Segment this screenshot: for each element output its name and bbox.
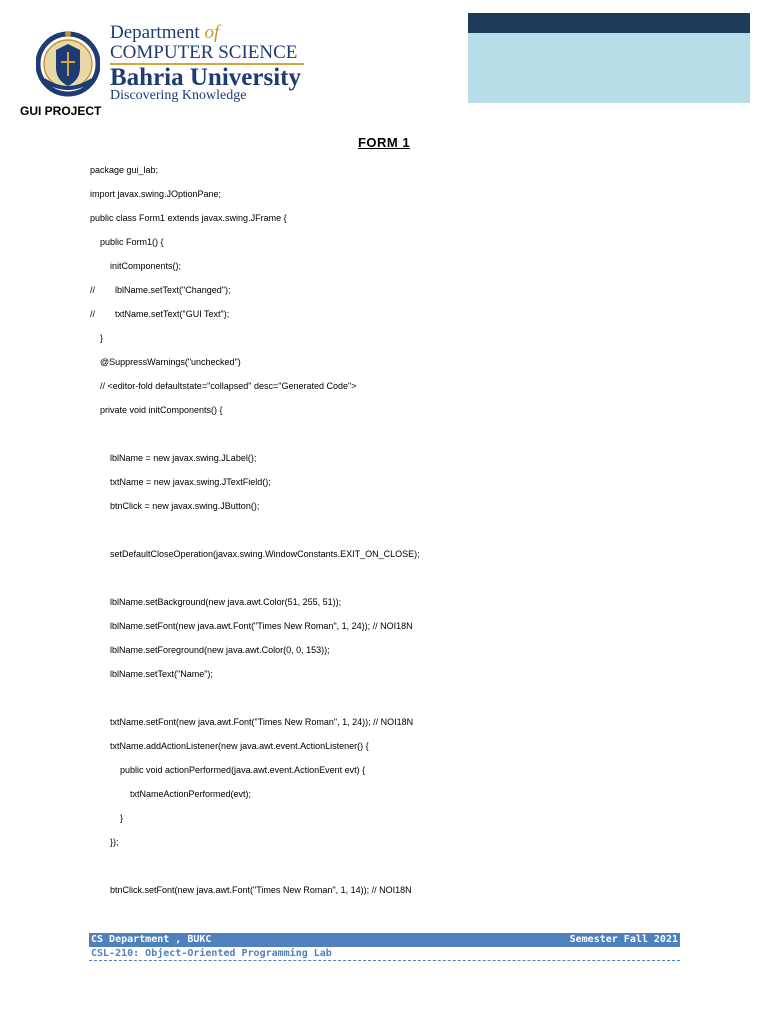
header-decoration-box [468,13,750,103]
code-line: btnClick.setFont(new java.awt.Font("Times New Roman", 1, 14)); // NOI18N [90,885,412,895]
code-line: }); [90,837,119,847]
code-line: import javax.swing.JOptionPane; [90,189,222,199]
footer-semester: Semester Fall 2021 [569,934,678,945]
code-listing [90,162,690,906]
code-line: package gui_lab; [90,165,159,175]
code-line: lblName.setBackground(new java.awt.Color(51, 255, 51)); [90,597,342,607]
university-logo [36,20,316,110]
code-line: txtName.setFont(new java.awt.Font("Times New Roman", 1, 24)); // NOI18N [90,717,414,727]
department-heading: Department of [110,22,220,43]
code-line: public void actionPerformed(java.awt.event.ActionEvent evt) { [90,765,366,775]
code-line: lblName.setFont(new java.awt.Font("Times New Roman", 1, 24)); // NOI18N [90,621,413,631]
code-line: lblName.setForeground(new java.awt.Color(0, 0, 153)); [90,645,330,655]
university-name: Bahria University [110,64,301,91]
code-line: txtName.addActionListener(new java.awt.event.ActionListener() { [90,741,369,751]
code-line: private void initComponents() { [90,405,223,415]
code-line: initComponents(); [90,261,182,271]
code-line: // <editor-fold defaultstate="collapsed" desc="Generated Code"> [90,381,357,391]
code-line: // txtName.setText("GUI Text"); [90,309,230,319]
code-line [90,426,690,450]
code-line [90,690,690,714]
department-name: COMPUTER SCIENCE [110,42,298,63]
footer-department: CS Department , BUKC [91,934,212,945]
code-line [90,570,690,594]
page-title: FORM 1 [357,135,411,150]
code-line: txtNameActionPerformed(evt); [90,789,252,799]
code-line: public Form1() { [90,237,164,247]
footer-bar [89,933,680,947]
code-line: btnClick = new javax.swing.JButton(); [90,501,260,511]
project-label: GUI PROJECT [20,104,102,118]
code-line: // lblName.setText("Changed"); [90,285,231,295]
code-line: } [90,333,104,343]
university-tagline: Discovering Knowledge [110,88,247,103]
header-decoration-bar [468,13,750,33]
code-line [90,858,690,882]
code-line: lblName = new javax.swing.JLabel(); [90,453,257,463]
university-seal-icon [36,26,100,102]
code-line: setDefaultCloseOperation(javax.swing.WindowConstants.EXIT_ON_CLOSE); [90,549,420,559]
code-line: lblName.setText("Name"); [90,669,213,679]
code-line: @SuppressWarnings("unchecked") [90,357,241,367]
code-line: public class Form1 extends javax.swing.JFrame { [90,213,287,223]
footer-course: CSL-210: Object-Oriented Programming Lab [89,947,680,961]
code-line: txtName = new javax.swing.JTextField(); [90,477,271,487]
code-line: } [90,813,124,823]
code-line [90,522,690,546]
